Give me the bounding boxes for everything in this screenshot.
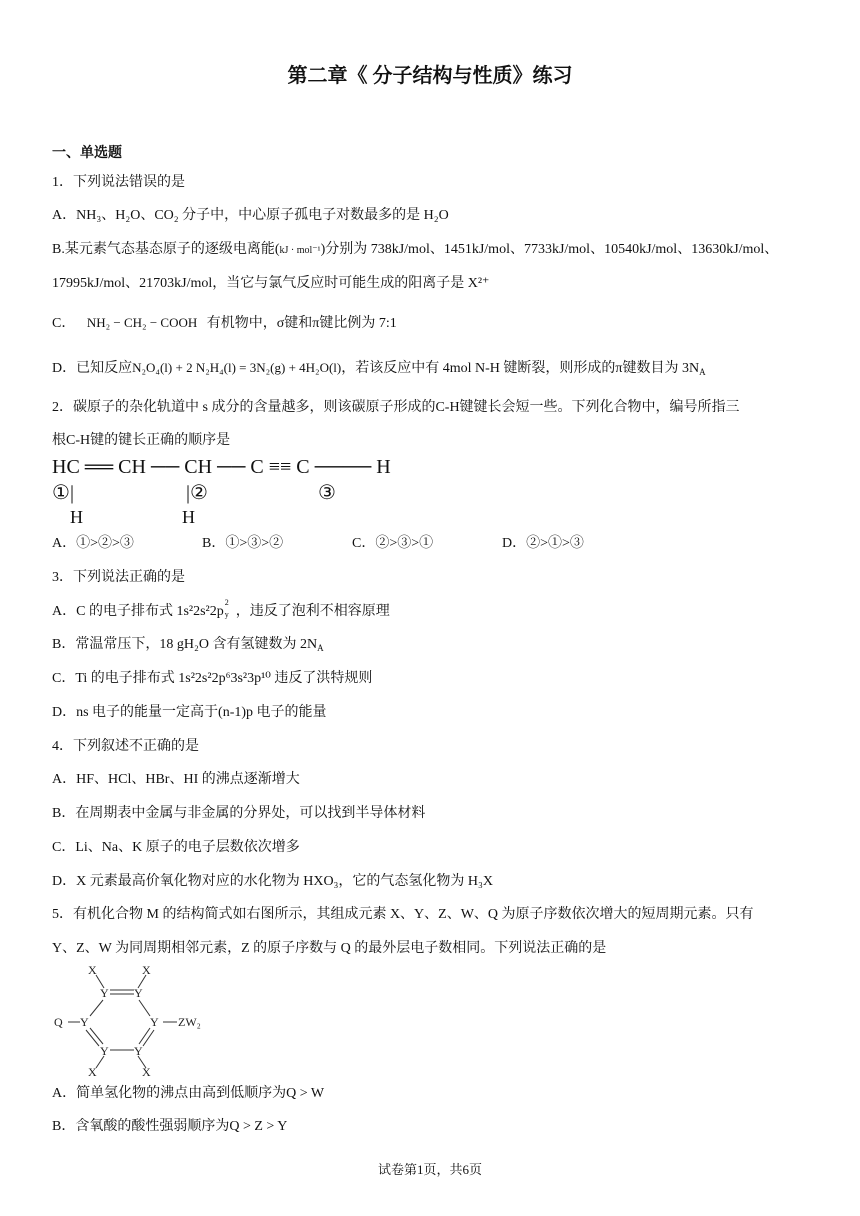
q3-option-c: C．Ti 的电子排布式 1s²2s²2p⁶3s²3p¹⁰ 违反了洪特规则 [52,671,373,686]
q2-stem-line2: 根C-H键的键长正确的顺序是 [52,433,231,448]
q5-atom-zw2: ZW₂ [178,1015,201,1029]
q1-option-b-line2: 17995kJ/mol、21703kJ/mol，当它与氯气反应时可能生成的阳离子是 X²⁺ [52,276,490,291]
page-footer: 试卷第1页，共6页 [377,1162,482,1177]
q2-structure-h-1: H [70,507,83,527]
q1-option-c-prefix: C． [52,316,76,331]
q2-option-c: C．②>③>① [352,536,434,551]
q1-option-a: A．NH₃、H₂O、CO₂ 分子中，中心原子孤电子对数最多的是 H₂O [52,208,449,223]
q2-structure-main-chain: HC ══ CH ── CH ── C ≡≡ C ──── H [52,456,391,478]
q2-structure-diagram [52,454,392,528]
q3-option-a-orbital: 2 y [224,598,229,619]
q1-option-c-suffix: 有机物中，σ键和π键比例为 7:1 [206,316,397,331]
q5-atom-q: Q [54,1015,63,1029]
q3-option-b-subscript: A [317,643,324,653]
q5-atom-y-6: Y [134,1044,143,1058]
q5-stem-line2: Y、Z、W 为同周期相邻元素，Z 的原子序数与 Q 的最外层电子数相同。下列说法正确的是 [52,941,607,956]
q3-option-a [52,598,390,622]
q3-option-a-suffix: ，违反了泡利不相容原理 [235,604,390,619]
q2-stem-line1: 2．碳原子的杂化轨道中 s 成分的含量越多，则该碳原子形成的C-H键键长会短一些。下列化合物中，编号所指三 [52,400,740,415]
q5-atom-x-2: X [142,963,151,977]
q5-atom-x-3: X [88,1065,97,1078]
section-heading: 一、单选题 [52,146,122,161]
q2-structure-label-2: |② [186,482,208,504]
q5-atom-y-4: Y [150,1015,159,1029]
q1-option-b-suffix: )分别为 738kJ/mol、1451kJ/mol、7733kJ/mol、10540kJ/mol、13630kJ/mol、 [320,242,779,257]
q4-option-b: B．在周期表中金属与非金属的分界处，可以找到半导体材料 [52,806,426,821]
q1-option-d-prefix: D．已知反应 [52,361,133,376]
q3-stem: 3．下列说法正确的是 [52,570,185,585]
q2-structure-label-1: ①| [52,482,74,504]
q5-option-b: B．含氧酸的酸性强弱顺序为Q > Z > Y [52,1119,288,1134]
q1-option-c [52,313,397,334]
q1-option-d-subscript: A [699,367,706,377]
q3-option-b-text: B．常温常压下，18 gH₂O 含有氢键数为 2N [52,637,318,652]
q1-option-d [52,358,706,379]
q2-structure-h-2: H [182,507,195,527]
q5-structure-diagram [50,962,210,1078]
q2-option-a: A．①>②>③ [52,536,134,551]
q5-atom-y-2: Y [134,986,143,1000]
q5-option-a: A．简单氢化物的沸点由高到低顺序为Q > W [52,1086,325,1101]
q3-option-d: D．ns 电子的能量一定高于(n-1)p 电子的能量 [52,705,327,720]
q5-atom-y-1: Y [100,986,109,1000]
q1-option-b-prefix: B.某元素气态基态原子的逐级电离能( [52,242,280,257]
q1-option-d-equation: N₂O₄(l) + 2 N₂H₄(l) = 3N₂(g) + 4H₂O(l) [132,360,342,375]
q5-atom-x-4: X [142,1065,151,1078]
q2-option-d: D．②>①>③ [502,536,584,551]
q4-option-d: D．X 元素最高价氧化物对应的水化物为 HXO₃，它的气态氢化物为 H₃X [52,874,494,889]
q5-atom-y-5: Y [100,1044,109,1058]
q1-option-d-suffix: ，若该反应中有 4mol N-H 键断裂，则形成的π键数目为 3N [341,361,700,376]
q4-option-a: A．HF、HCl、HBr、HI 的沸点逐渐增大 [52,772,300,787]
q3-option-b [52,635,324,655]
q2-structure-label-3: ③ [318,482,336,504]
q5-atom-x-1: X [88,963,97,977]
q1-stem: 1．下列说法错误的是 [52,175,185,190]
q1-option-b-unit: kJ · mol⁻¹ [279,245,321,256]
q1-option-b [52,240,778,261]
q3-option-a-prefix: A．C 的电子排布式 1s²2s²2p [52,604,224,619]
q4-option-c: C．Li、Na、K 原子的电子层数依次增多 [52,840,300,855]
q2-option-b: B．①>③>② [202,536,284,551]
q1-option-c-formula: NH₂ − CH₂ − COOH [86,315,198,330]
page-title: 第二章《 分子结构与性质》练习 [287,65,573,87]
q4-stem: 4．下列叙述不正确的是 [52,739,199,754]
q5-atom-y-3: Y [80,1015,89,1029]
q5-stem-line1: 5．有机化合物 M 的结构简式如右图所示，其组成元素 X、Y、Z、W、Q 为原子序数依次增大的短周期元素。只有 [52,907,754,922]
